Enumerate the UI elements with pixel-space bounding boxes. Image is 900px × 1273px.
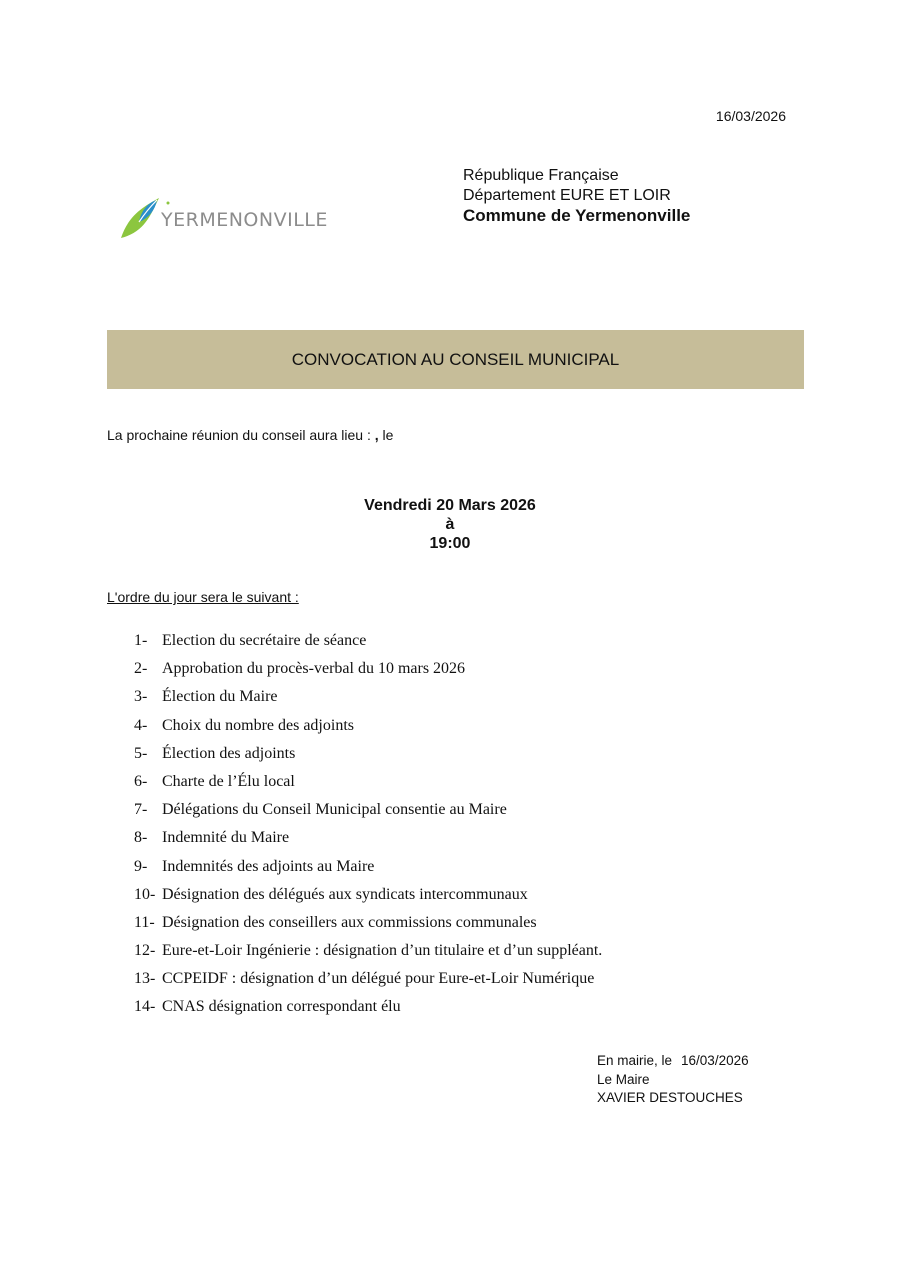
meeting-day: Vendredi 20 Mars 2026 — [364, 497, 536, 514]
agenda-item: 13- CCPEIDF : désignation d’un délégué pour Eure-et-Loir Numérique — [134, 970, 595, 988]
banner-title: CONVOCATION AU CONSEIL MUNICIPAL — [291, 349, 620, 369]
intro-text: La prochaine réunion du conseil aura lieu : — [107, 427, 375, 443]
agenda-item: 11- Désignation des conseillers aux commissions communales — [134, 913, 537, 931]
agenda-item: 9- Indemnités des adjoints au Maire — [134, 857, 375, 875]
title-banner — [107, 330, 804, 389]
signature-date: 16/03/2026 — [681, 1053, 749, 1068]
meeting-time: 19:00 — [429, 535, 471, 552]
agenda-item: 10- Désignation des délégués aux syndicats intercommunaux — [134, 885, 528, 903]
letterhead — [463, 166, 690, 226]
intro-tail: le — [378, 427, 394, 443]
agenda-item: 5- Élection des adjoints — [134, 744, 296, 762]
intro-bold: , — [374, 427, 379, 443]
agenda-item: 14- CNAS désignation correspondant élu — [134, 998, 401, 1016]
agenda-item: 8- Indemnité du Maire — [134, 829, 290, 847]
signature-place: En mairie, le — [597, 1053, 673, 1068]
letterhead-country: République Française — [463, 167, 619, 184]
agenda-item: 12- Eure-et-Loir Ingénierie : désignation d’un titulaire et d’un suppléant. — [134, 942, 603, 960]
agenda-item: 3- Élection du Maire — [134, 688, 278, 706]
signature-block — [597, 1052, 749, 1108]
logo-wordmark: YERMENONVILLE — [161, 209, 328, 231]
commune-logo — [115, 192, 345, 248]
agenda-title: L'ordre du jour sera le suivant : — [107, 589, 299, 605]
signature-name: XAVIER DESTOUCHES — [597, 1090, 743, 1105]
agenda-list — [134, 630, 602, 1025]
meeting-at: à — [445, 516, 455, 533]
meeting-datetime — [0, 496, 900, 553]
agenda-item: 4- Choix du nombre des adjoints — [134, 716, 354, 734]
agenda-item: 7- Délégations du Conseil Municipal consentie au Maire — [134, 801, 507, 819]
agenda-item: 1- Election du secrétaire de séance — [134, 632, 367, 649]
document-date: 16/03/2026 — [715, 108, 786, 124]
agenda-item: 2- Approbation du procès-verbal du 10 mars 2026 — [134, 660, 466, 678]
agenda-item: 6- Charte de l’Élu local — [134, 772, 295, 790]
intro-paragraph — [107, 427, 393, 443]
letterhead-commune: Commune de Yermenonville — [463, 206, 691, 225]
signature-role: Le Maire — [597, 1071, 650, 1087]
letterhead-department: Département EURE ET LOIR — [463, 187, 671, 204]
